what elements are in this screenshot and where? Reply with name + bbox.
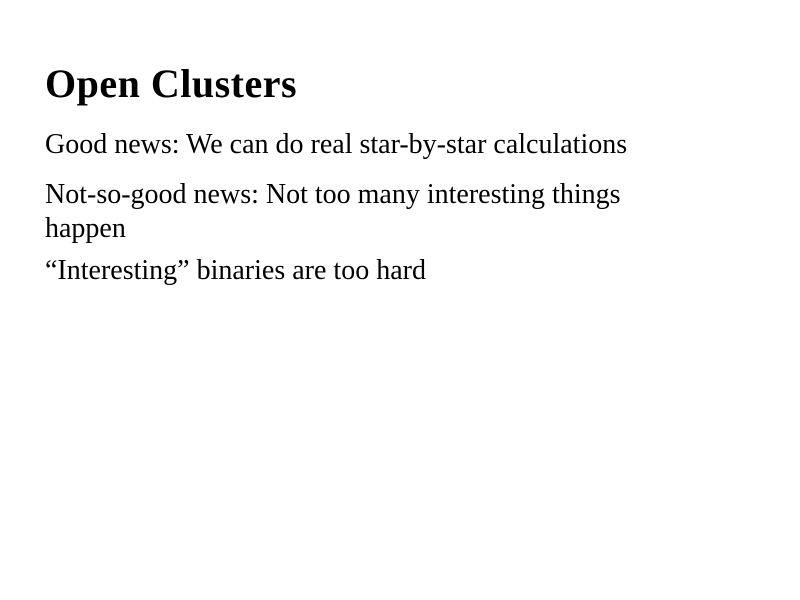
text-line: Not-so-good news: Not too many interesting things: [45, 179, 621, 210]
text-line: “Interesting” binaries are too hard: [45, 255, 426, 286]
paragraph-interesting-binaries: [45, 254, 770, 288]
paragraph-good-news: [45, 128, 770, 162]
text-line: Good news: We can do real star-by-star calculations: [45, 129, 628, 160]
text-line: happen: [45, 213, 126, 244]
slide-title: Open Clusters: [45, 61, 298, 106]
paragraph-not-so-good-news: [45, 178, 770, 246]
